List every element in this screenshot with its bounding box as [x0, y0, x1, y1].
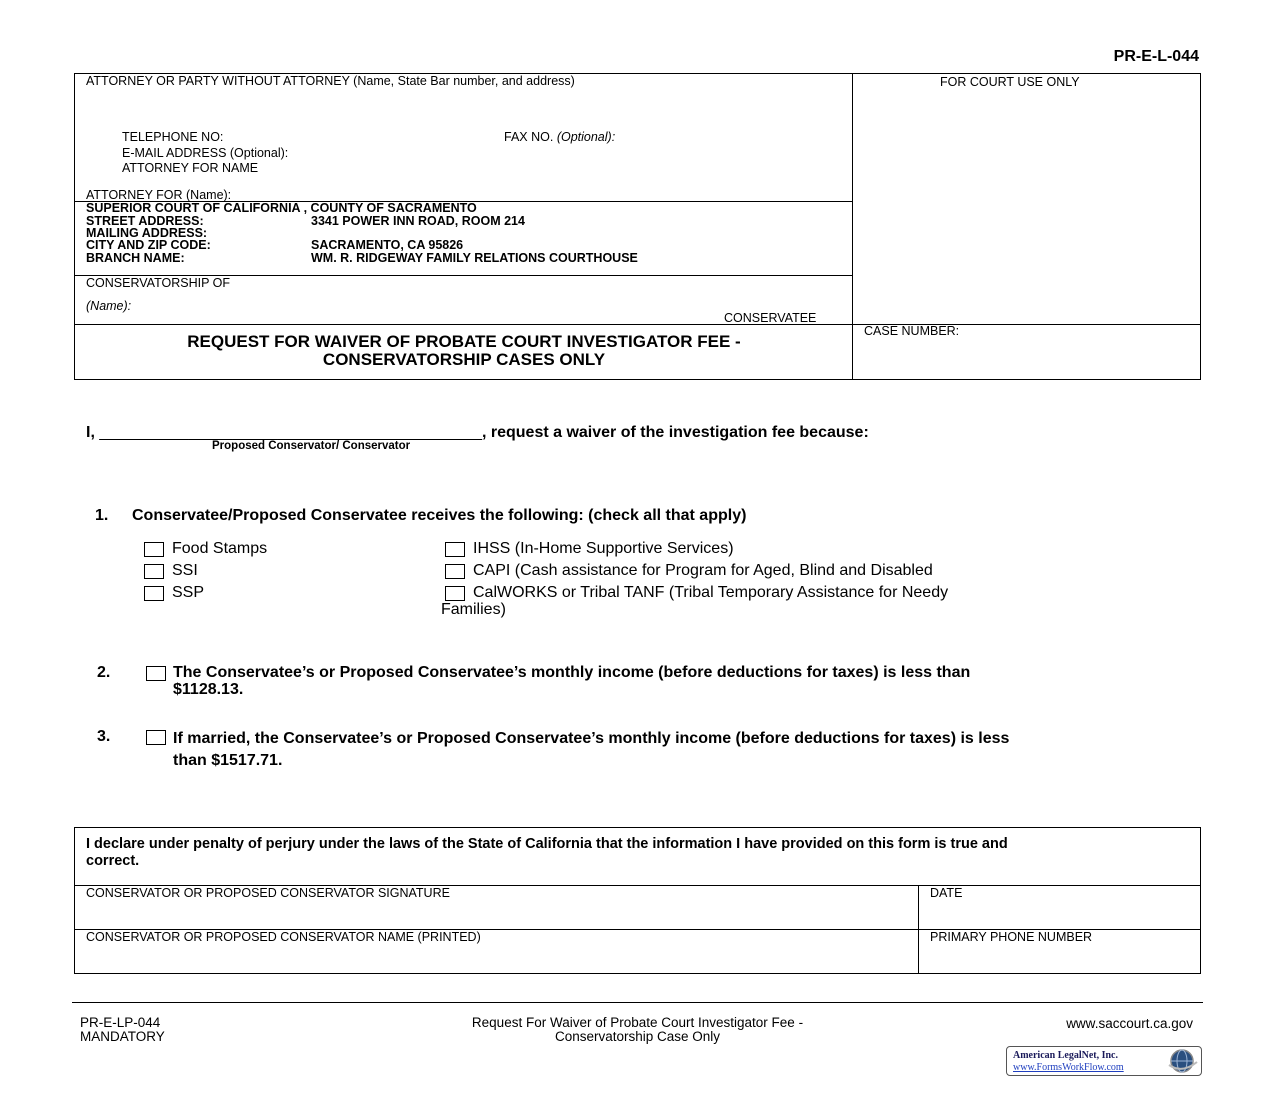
- conservator-name-blank[interactable]: ___________________________________________: [99, 424, 482, 441]
- capi-label: CAPI (Cash assistance for Program for Aged, Blind and Disabled: [473, 562, 933, 579]
- item3-line1: If married, the Conservatee’s or Proposed Conservatee’s monthly income (before deductions for taxes) is less: [173, 730, 1010, 747]
- request-line: [86, 424, 869, 442]
- footer-code-text: PR-E-LP-044: [80, 1015, 161, 1030]
- phone-label: PRIMARY PHONE NUMBER: [930, 930, 1093, 944]
- item3-line2: than $1517.71.: [173, 752, 283, 769]
- option-calworks[interactable]: [445, 584, 948, 602]
- footer-rule: [72, 1002, 1203, 1003]
- item2-line2: $1128.13.: [173, 681, 244, 698]
- fax-optional-text: (Optional):: [556, 130, 616, 144]
- ssp-label: SSP: [172, 584, 205, 601]
- ihss-label: IHSS (In-Home Supportive Services): [473, 540, 734, 557]
- calworks-label: CalWORKS or Tribal TANF (Tribal Temporary Assistance for Needy: [473, 584, 949, 601]
- item2-line1: The Conservatee’s or Proposed Conservatee’s monthly income (before deductions for taxes) is less than: [173, 664, 971, 681]
- option-ssp[interactable]: [144, 584, 204, 602]
- court-title: SUPERIOR COURT OF CALIFORNIA , COUNTY OF SACRAMENTO: [86, 201, 477, 215]
- option-food-stamps[interactable]: [144, 540, 267, 558]
- footer-title-line1: Request For Waiver of Probate Court Investigator Fee -: [471, 1015, 804, 1030]
- option-capi[interactable]: [445, 562, 933, 580]
- item2-checkbox[interactable]: [146, 666, 166, 681]
- date-label: DATE: [930, 886, 963, 900]
- legalnet-logo[interactable]: [1006, 1046, 1202, 1076]
- capi-checkbox[interactable]: [445, 564, 465, 579]
- option-ihss[interactable]: [445, 540, 734, 558]
- telephone-label: TELEPHONE NO:: [122, 130, 224, 144]
- item3-text: [173, 728, 1009, 772]
- ssp-checkbox[interactable]: [144, 586, 164, 601]
- footer-mandatory: MANDATORY: [80, 1029, 165, 1044]
- declaration-divider: [918, 886, 919, 973]
- item2-text: [173, 664, 970, 698]
- food-stamps-checkbox[interactable]: [144, 542, 164, 557]
- conservatorship-label: CONSERVATORSHIP OF: [86, 276, 231, 290]
- declaration-text: [86, 836, 1008, 870]
- conservatee-name-label: (Name):: [86, 299, 132, 313]
- form-title-line2: CONSERVATORSHIP CASES ONLY: [322, 350, 606, 369]
- option-ssi[interactable]: [144, 562, 198, 580]
- logo-line1: American LegalNet, Inc.: [1013, 1050, 1118, 1061]
- email-label: E-MAIL ADDRESS (Optional):: [122, 146, 289, 160]
- branch-label: BRANCH NAME:: [86, 251, 185, 265]
- city-value: SACRAMENTO, CA 95826: [311, 238, 464, 252]
- item3-checkbox[interactable]: [146, 730, 166, 745]
- court-use-label: FOR COURT USE ONLY: [940, 75, 1080, 89]
- form-title-line1: REQUEST FOR WAIVER OF PROBATE COURT INVESTIGATOR FEE -: [187, 332, 741, 351]
- footer-website[interactable]: www.saccourt.ca.gov: [1066, 1016, 1193, 1031]
- fax-label: [504, 130, 615, 144]
- conservatee-label: CONSERVATEE: [724, 311, 817, 325]
- declaration-line1: I declare under penalty of perjury under the laws of the State of California that the information I have provided on this form is true and: [86, 836, 1008, 852]
- footer-code: [80, 1016, 165, 1044]
- footer-title: [400, 1016, 875, 1044]
- mailing-label: MAILING ADDRESS:: [86, 226, 208, 240]
- declaration-line2: correct.: [86, 853, 140, 869]
- signature-label: CONSERVATOR OR PROPOSED CONSERVATOR SIGNATURE: [86, 886, 450, 900]
- ssi-label: SSI: [172, 562, 198, 579]
- logo-line2: www.FormsWorkFlow.com: [1013, 1062, 1124, 1073]
- calworks-label-wrap: Families): [441, 601, 506, 618]
- footer-title-line2: Conservatorship Case Only: [554, 1029, 721, 1044]
- globe-icon: [1165, 1048, 1199, 1074]
- street-value: 3341 POWER INN ROAD, ROOM 214: [311, 214, 525, 228]
- fax-label-text: FAX NO.: [504, 130, 554, 144]
- item1-number: 1.: [95, 507, 109, 524]
- calworks-checkbox[interactable]: [445, 586, 465, 601]
- title-top-line: [75, 324, 1200, 325]
- attorney-for-name-label: ATTORNEY FOR NAME: [122, 161, 259, 175]
- attorney-for-label: ATTORNEY FOR (Name):: [86, 188, 232, 202]
- street-label: STREET ADDRESS:: [86, 214, 204, 228]
- item2-number: 2.: [97, 664, 111, 681]
- item3-number: 3.: [97, 728, 111, 745]
- case-number-label: CASE NUMBER:: [864, 324, 960, 338]
- city-label: CITY AND ZIP CODE:: [86, 238, 211, 252]
- blank-caption: Proposed Conservator/ Conservator: [212, 440, 411, 452]
- branch-value: WM. R. RIDGEWAY FAMILY RELATIONS COURTHOUSE: [311, 251, 638, 265]
- ssi-checkbox[interactable]: [144, 564, 164, 579]
- request-prefix: I,: [86, 424, 100, 441]
- attorney-label: ATTORNEY OR PARTY WITHOUT ATTORNEY (Name, State Bar number, and address): [86, 74, 575, 88]
- ihss-checkbox[interactable]: [445, 542, 465, 557]
- header-divider: [852, 74, 853, 379]
- form-title: [76, 333, 852, 369]
- food-stamps-label: Food Stamps: [172, 540, 268, 557]
- request-suffix: , request a waiver of the investigation fee because:: [481, 424, 869, 441]
- form-id: PR-E-L-044: [1113, 48, 1199, 65]
- item1-text: Conservatee/Proposed Conservatee receives the following: (check all that apply): [132, 507, 747, 524]
- printed-name-label: CONSERVATOR OR PROPOSED CONSERVATOR NAME (PRINTED): [86, 930, 481, 944]
